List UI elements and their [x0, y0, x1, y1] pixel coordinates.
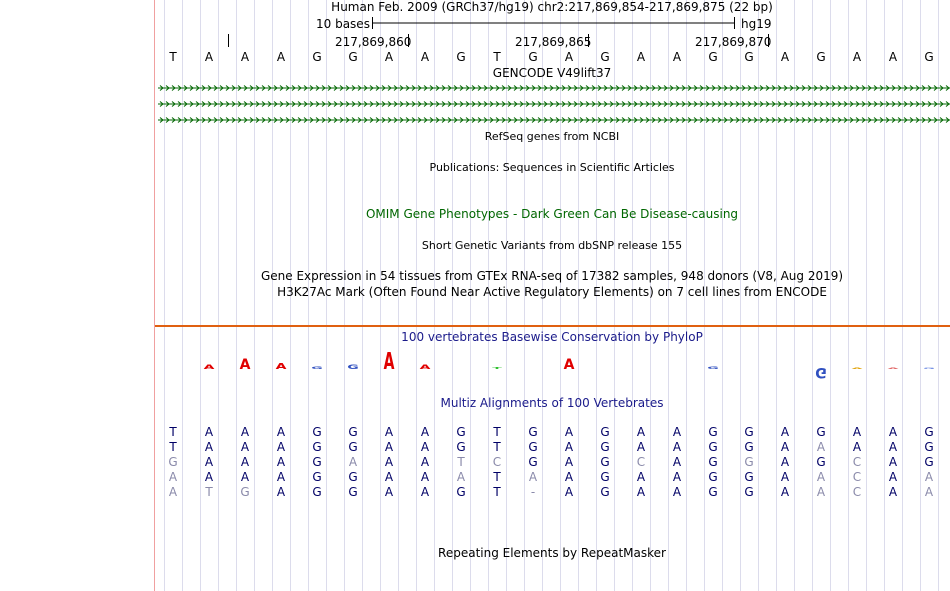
alignment-base: G: [456, 440, 466, 454]
sequence-base: T: [493, 50, 501, 64]
alignment-base: G: [348, 485, 358, 499]
alignment-base: G: [528, 425, 538, 439]
alignment-base: G: [600, 425, 610, 439]
alignment-base: A: [888, 485, 898, 499]
conservation-letter: A: [383, 347, 395, 376]
sequence-base: A: [204, 50, 214, 64]
alignment-base: T: [493, 485, 501, 499]
omim-track-title: OMIM Gene Phenotypes - Dark Green Can Be Disease-causing: [365, 207, 739, 221]
alignment-base: A: [276, 440, 286, 454]
sequence-base: A: [780, 50, 790, 64]
alignment-base: A: [420, 425, 430, 439]
alignment-base: G: [600, 440, 610, 454]
scale-bar-right: hg19: [741, 17, 772, 31]
alignment-base: A: [888, 455, 898, 469]
alignment-base: G: [348, 470, 358, 484]
alignment-base: A: [204, 470, 214, 484]
alignment-base: A: [780, 440, 790, 454]
alignment-base: A: [456, 470, 466, 484]
conservation-letter: A: [563, 357, 575, 373]
alignment-base: A: [672, 485, 682, 499]
conservation-letter: G: [923, 367, 935, 370]
conservation-letter: G: [815, 364, 827, 380]
alignment-base: A: [672, 425, 682, 439]
alignment-base: G: [312, 485, 322, 499]
publications-track-title: Publications: Sequences in Scientific Articles: [429, 161, 675, 174]
conservation-track-title: 100 vertebrates Basewise Conservation by PhyloP: [401, 330, 703, 344]
dbsnp-track-title: Short Genetic Variants from dbSNP release 155: [421, 239, 683, 252]
conservation-letter: G: [707, 366, 719, 370]
alignment-base: G: [816, 425, 826, 439]
alignment-base: T: [493, 425, 501, 439]
sequence-base: G: [816, 50, 826, 64]
sequence-base: A: [852, 50, 862, 64]
alignment-base: A: [888, 425, 898, 439]
alignment-base: C: [852, 485, 862, 499]
alignment-base: G: [744, 440, 754, 454]
alignment-base: A: [276, 455, 286, 469]
alignment-base: G: [708, 485, 718, 499]
alignment-base: G: [600, 470, 610, 484]
sequence-base: A: [888, 50, 898, 64]
alignment-base: A: [168, 470, 178, 484]
window-position-text: Human Feb. 2009 (GRCh37/hg19) chr2:217,869,854-217,869,875 (22 bp): [331, 0, 773, 14]
alignment-base: A: [924, 470, 934, 484]
coord-label: 217,869,860: [335, 35, 412, 49]
alignment-base: A: [672, 455, 682, 469]
alignment-base: A: [420, 470, 430, 484]
sequence-base: G: [312, 50, 322, 64]
alignment-base: G: [456, 485, 466, 499]
alignment-base: G: [456, 425, 466, 439]
alignment-base: T: [493, 470, 501, 484]
alignment-base: A: [888, 470, 898, 484]
alignment-base: A: [276, 485, 286, 499]
gtex-track-title: Gene Expression in 54 tissues from GTEx RNA-seq of 17382 samples, 948 donors (V8, Aug 2019): [260, 269, 844, 283]
alignment-base: G: [924, 455, 934, 469]
sequence-base: T: [169, 50, 177, 64]
conservation-letter: A: [239, 357, 251, 373]
sequence-base: A: [636, 50, 646, 64]
alignment-base: A: [384, 470, 394, 484]
alignment-base: C: [636, 455, 646, 469]
conservation-letter: T: [492, 367, 502, 370]
alignment-base: A: [240, 440, 250, 454]
repeatmasker-track-title: Repeating Elements by RepeatMasker: [438, 546, 666, 560]
h3k27ac-track-title: H3K27Ac Mark (Often Found Near Active Regulatory Elements) on 7 cell lines from ENCODE: [277, 285, 827, 299]
sequence-base: A: [240, 50, 250, 64]
alignment-base: A: [168, 485, 178, 499]
alignment-base: T: [205, 485, 213, 499]
alignment-base: G: [708, 470, 718, 484]
alignment-base: A: [276, 470, 286, 484]
alignment-base: A: [384, 425, 394, 439]
alignment-base: A: [204, 455, 214, 469]
alignment-base: A: [816, 440, 826, 454]
conservation-letter: G: [311, 366, 323, 370]
multiz-track-title: Multiz Alignments of 100 Vertebrates: [440, 396, 664, 410]
alignment-base: A: [564, 485, 574, 499]
alignment-base: A: [780, 470, 790, 484]
alignment-base: A: [384, 440, 394, 454]
sequence-base: A: [564, 50, 574, 64]
alignment-base: A: [636, 470, 646, 484]
sequence-base: A: [384, 50, 394, 64]
gencode-track-title: GENCODE V49lift37: [492, 66, 612, 80]
alignment-base: G: [168, 455, 178, 469]
alignment-base: A: [420, 485, 430, 499]
alignment-base: A: [924, 485, 934, 499]
alignment-base: G: [744, 425, 754, 439]
alignment-base: A: [564, 440, 574, 454]
alignment-base: A: [420, 455, 430, 469]
alignment-base: A: [852, 425, 862, 439]
alignment-base: T: [169, 425, 177, 439]
alignment-base: G: [348, 440, 358, 454]
alignment-base: G: [600, 485, 610, 499]
alignment-base: C: [852, 455, 862, 469]
alignment-base: G: [312, 425, 322, 439]
sequence-base: G: [456, 50, 466, 64]
alignment-base: A: [780, 425, 790, 439]
alignment-base: T: [457, 455, 465, 469]
alignment-base: -: [530, 485, 536, 499]
alignment-base: A: [528, 470, 538, 484]
alignment-base: G: [744, 455, 754, 469]
alignment-base: A: [636, 485, 646, 499]
alignment-base: A: [780, 485, 790, 499]
conservation-letter: A: [275, 362, 287, 372]
alignment-base: T: [169, 440, 177, 454]
alignment-base: G: [924, 425, 934, 439]
coord-label: 217,869,870: [695, 35, 772, 49]
alignment-base: G: [708, 440, 718, 454]
alignment-base: A: [348, 455, 358, 469]
alignment-base: A: [672, 470, 682, 484]
alignment-base: G: [312, 455, 322, 469]
alignment-base: C: [852, 470, 862, 484]
sequence-base: A: [276, 50, 286, 64]
alignment-base: G: [240, 485, 250, 499]
sequence-base: G: [708, 50, 718, 64]
alignment-base: A: [816, 485, 826, 499]
alignment-base: A: [384, 455, 394, 469]
alignment-base: A: [204, 440, 214, 454]
alignment-base: A: [636, 440, 646, 454]
coord-label: 217,869,865: [515, 35, 592, 49]
alignment-base: G: [600, 455, 610, 469]
sequence-base: A: [420, 50, 430, 64]
alignment-base: A: [816, 470, 826, 484]
alignment-base: A: [240, 470, 250, 484]
alignment-base: G: [312, 470, 322, 484]
refseq-track-title: RefSeq genes from NCBI: [484, 130, 620, 143]
alignment-base: G: [744, 470, 754, 484]
alignment-base: A: [564, 470, 574, 484]
alignment-base: G: [528, 440, 538, 454]
scale-bar-left: 10 bases: [316, 17, 370, 31]
alignment-base: A: [240, 425, 250, 439]
alignment-base: A: [204, 425, 214, 439]
conservation-letter: A: [419, 363, 431, 371]
alignment-base: A: [888, 440, 898, 454]
alignment-base: T: [493, 440, 501, 454]
alignment-base: A: [420, 440, 430, 454]
conservation-letter: A: [851, 367, 863, 370]
alignment-base: G: [816, 455, 826, 469]
alignment-base: G: [744, 485, 754, 499]
alignment-base: A: [384, 485, 394, 499]
conservation-letter: A: [203, 363, 215, 371]
sequence-base: G: [600, 50, 610, 64]
sequence-base: G: [744, 50, 754, 64]
alignment-base: G: [708, 425, 718, 439]
alignment-base: G: [708, 455, 718, 469]
alignment-base: G: [312, 440, 322, 454]
alignment-base: A: [672, 440, 682, 454]
sequence-base: G: [348, 50, 358, 64]
alignment-base: A: [276, 425, 286, 439]
alignment-base: G: [528, 455, 538, 469]
alignment-base: C: [492, 455, 502, 469]
alignment-base: A: [564, 455, 574, 469]
alignment-base: A: [780, 455, 790, 469]
conservation-letter: G: [347, 363, 359, 371]
alignment-base: A: [564, 425, 574, 439]
alignment-base: G: [348, 425, 358, 439]
alignment-base: A: [852, 440, 862, 454]
alignment-base: A: [636, 425, 646, 439]
alignment-base: A: [240, 455, 250, 469]
sequence-base: G: [528, 50, 538, 64]
alignment-base: G: [924, 440, 934, 454]
sequence-base: G: [924, 50, 934, 64]
conservation-letter: A: [887, 367, 899, 370]
sequence-base: A: [672, 50, 682, 64]
